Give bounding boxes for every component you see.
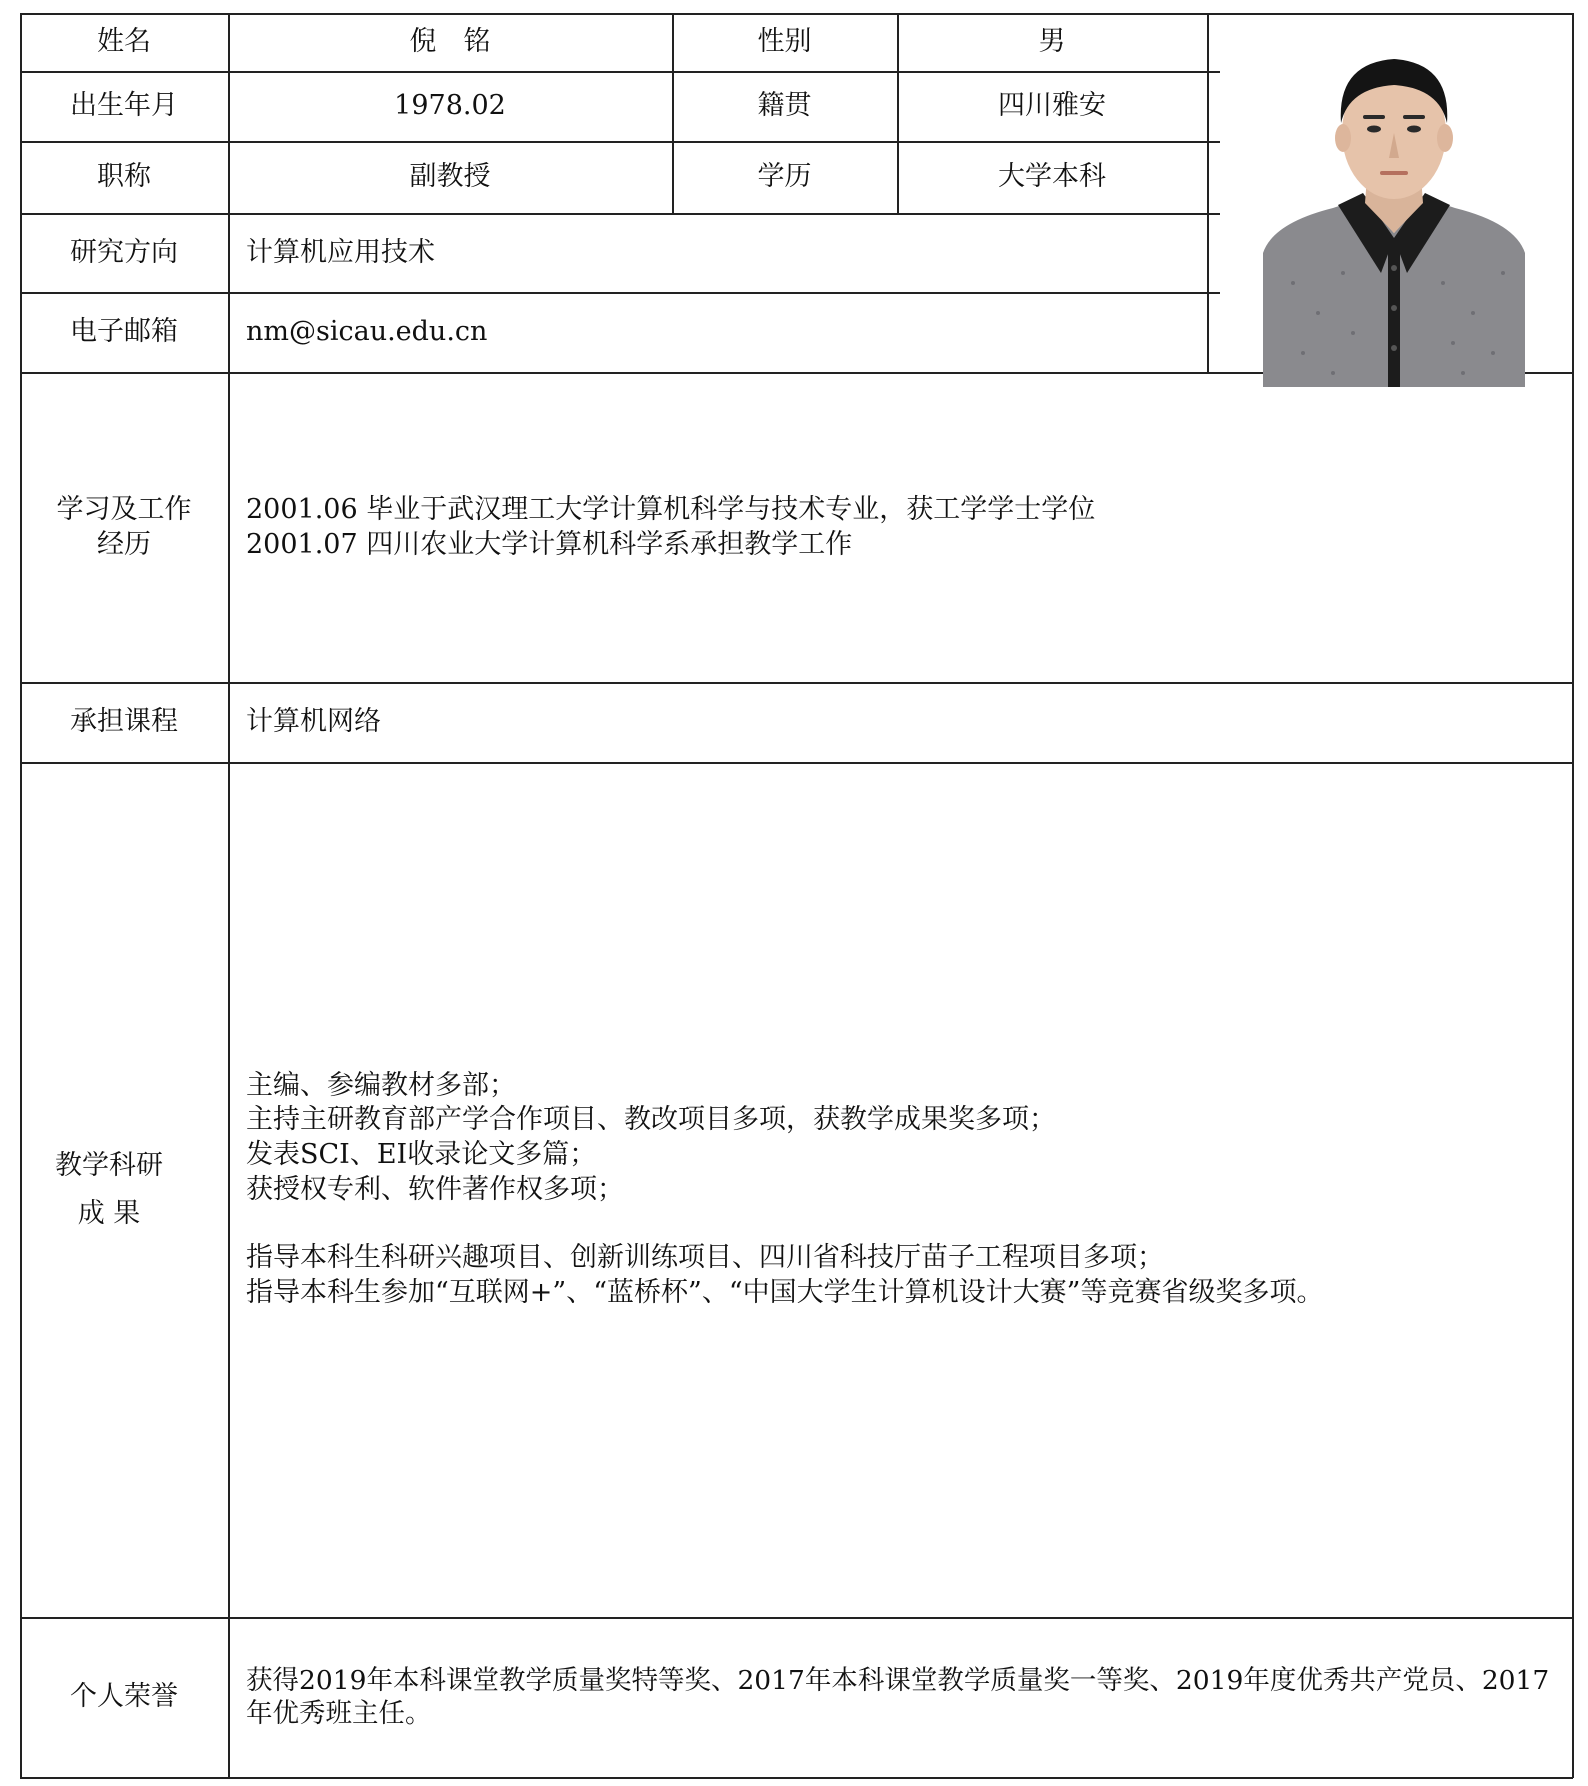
birth-label: 出生年月	[70, 90, 178, 122]
experience-content	[228, 372, 1573, 682]
table-border-bottom	[20, 1777, 1573, 1779]
resume-table	[20, 13, 1573, 1778]
achievements-content	[228, 762, 1573, 1617]
research-label: 研究方向	[70, 236, 178, 268]
experience-label	[20, 372, 228, 682]
birth-value: 1978.02	[394, 90, 506, 122]
list-item: 2001.06 毕业于武汉理工大学计算机科学与技术专业，获工学学士学位	[246, 493, 1096, 525]
email-value: nm@sicau.edu.cn	[246, 316, 488, 348]
portrait-photo	[1263, 33, 1525, 387]
experience-label-line2: 经历	[97, 529, 151, 560]
research-value: 计算机应用技术	[246, 236, 435, 268]
name-value: 倪 铭	[409, 26, 491, 58]
col-divider	[1207, 13, 1209, 372]
achievements-label-line1: 教学科研	[55, 1150, 163, 1182]
list-item: 2001.07 四川农业大学计算机科学系承担教学工作	[246, 529, 853, 560]
name-label: 姓名	[97, 26, 151, 58]
achievements-label-line2: 成 果	[77, 1197, 141, 1229]
list-item: 指导本科生科研兴趣项目、创新训练项目、四川省科技厅苗子工程项目多项；	[246, 1242, 1164, 1274]
honors-label: 个人荣誉	[70, 1681, 178, 1713]
hometown-label: 籍贯	[757, 90, 812, 122]
list-item: 获授权专利、软件著作权多项；	[246, 1173, 624, 1205]
list-item: 发表SCI、EI收录论文多篇；	[246, 1138, 597, 1170]
hometown-value: 四川雅安	[998, 90, 1106, 122]
courses-value: 计算机网络	[246, 706, 381, 738]
experience-label-line1: 学习及工作	[56, 493, 192, 525]
list-item: 指导本科生参加“互联网+”、“蓝桥杯”、“中国大学生计算机设计大赛”等竞赛省级奖多项。	[246, 1276, 1324, 1308]
courses-label: 承担课程	[70, 706, 178, 738]
honors-value: 获得2019年本科课堂教学质量奖特等奖、2017年本科课堂教学质量奖一等奖、2019年度优秀共产党员、2017年优秀班主任。	[246, 1664, 1550, 1729]
education-value: 大学本科	[998, 161, 1106, 193]
education-label: 学历	[757, 161, 812, 193]
title-label: 职称	[97, 161, 151, 193]
person-portrait-icon	[1263, 33, 1525, 387]
achievements-label	[20, 762, 228, 1617]
title-value: 副教授	[409, 161, 491, 193]
list-item: 主持主研教育部产学合作项目、教改项目多项，获教学成果奖多项；	[246, 1104, 1056, 1136]
gender-label: 性别	[757, 26, 812, 58]
gender-value: 男	[1038, 26, 1066, 58]
list-item: 主编、参编教材多部；	[246, 1069, 516, 1101]
email-label: 电子邮箱	[70, 316, 178, 348]
